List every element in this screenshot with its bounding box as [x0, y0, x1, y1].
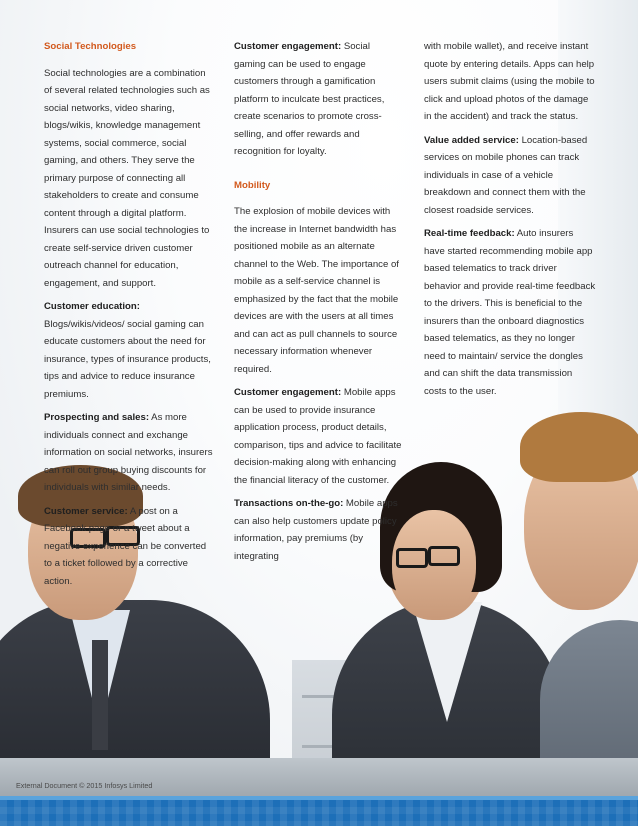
transactions-on-the-go-paragraph — [234, 495, 404, 565]
social-tech-intro: Social technologies are a combination of several related technologies such as social networks, video sharing, blogs/wikis, knowledge management systems, social commerce, social gaming, and others. They serve the primary purpose of connecting all stakeholders to create and consume content through a digital platform. Insurers can use social technologies to create self-service driven customer outreach channel for education, engagement, and support. — [44, 67, 210, 289]
paragraph-text: A post on a Facebook page or a tweet about a negative experience can be converted to a ticket followed by a corrective action. — [44, 505, 207, 587]
paragraph-text: Location-based services on mobile phones can track individuals in case of a vehicle breakdown and connect them with the closest roadside services. — [424, 134, 588, 216]
customer-education-paragraph — [44, 298, 216, 403]
footer-copyright: External Document © 2015 Infosys Limited — [16, 781, 153, 790]
paragraph-text: As more individuals connect and exchange information on social networks, insurers can roll out group buying discounts for individuals with similar needs. — [44, 412, 213, 493]
section-heading-social-technologies: Social Technologies — [44, 41, 137, 52]
paragraph-lead: Customer engagement: — [234, 387, 342, 398]
real-time-feedback-paragraph — [424, 225, 596, 400]
transactions-continued-paragraph: with mobile wallet), and receive instant quote by entering details. Apps can help users submit claims (using the mobile to click and upload photos of the damage in the accident) and track the status. — [424, 41, 595, 122]
paragraph-lead: Customer education: — [44, 301, 140, 312]
footer-pattern-bar — [0, 800, 638, 826]
section-heading-mobility: Mobility — [234, 179, 271, 191]
customer-engagement-social-paragraph — [234, 38, 404, 161]
customer-service-paragraph — [44, 503, 216, 591]
mobility-intro: The explosion of mobile devices with the increase in Internet bandwidth has positioned mobile as an alternate channel to the Web. The importance of mobile as a self-service channel is emphasized by the fact that the mobile devices are with the users at all times and can act as pull channels to source necessary information whenever required. — [234, 206, 399, 375]
paragraph-text: Mobile apps can be used to provide insurance application process, product details, comparison, tips and advice to facilitate decision-making along with enhancing the financial literacy of the customer. — [234, 387, 402, 486]
paragraph-lead: Value added service: — [424, 134, 519, 146]
paragraph-lead: Customer engagement: — [234, 41, 342, 52]
text-column-1 — [44, 38, 216, 596]
text-column-3 — [424, 38, 596, 406]
paragraph-lead: Prospecting and sales: — [44, 412, 150, 423]
paragraph-lead: Real-time feedback: — [424, 228, 515, 239]
paragraph-text: Auto insurers have started recommending mobile app based telematics to track driver behavior and provide real-time feedback to the drivers. This is beneficial to the insurers than the onboard diagnostics based telematics, as they no longer need to maintain/ service the dongles and can shift the data transmission costs to the user. — [424, 228, 596, 397]
paragraph-lead: Transactions on-the-go: — [234, 498, 344, 509]
paragraph-text: Blogs/wikis/videos/ social gaming can educate customers about the need for insurance, types of insurance products, tips and advice to reduce insurance premiums. — [44, 318, 211, 400]
prospecting-sales-paragraph — [44, 409, 216, 497]
desk-surface — [0, 758, 638, 798]
value-added-service-paragraph — [424, 132, 596, 220]
paragraph-lead: Customer service: — [44, 505, 128, 517]
paragraph-text: Mobile apps can also help customers update policy information, pay premiums (by integrating — [234, 498, 398, 562]
paragraph-text: Social gaming can be used to engage customers through a gamification platform to inculcate best practices, create scenarios to promote cross-selling, and offer rewards and recognition for loyalty. — [234, 41, 385, 157]
customer-engagement-mobile-paragraph — [234, 384, 404, 489]
text-column-2 — [234, 38, 404, 571]
